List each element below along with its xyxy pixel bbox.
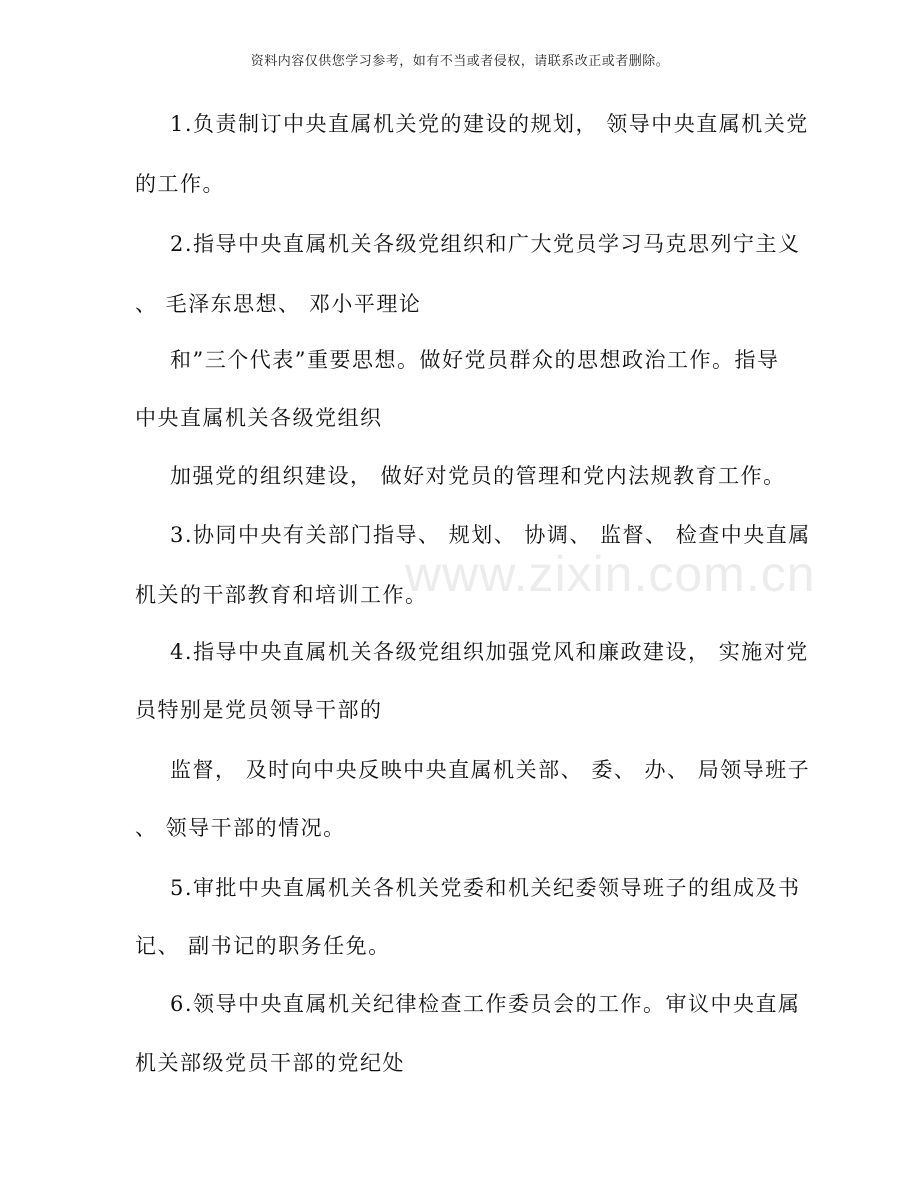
paragraph-3-line-1: 和”三个代表”重要思想。做好党员群众的思想政治工作。指导	[170, 348, 780, 372]
paragraph-1-line-1: 1.负责制订中央直属机关党的建设的规划， 领导中央直属机关党	[170, 112, 809, 136]
watermark: www.zixin.com.cn	[405, 546, 816, 602]
paragraph-9-line-1: 6.领导中央直属机关纪律检查工作委员会的工作。审议中央直属	[170, 992, 801, 1016]
paragraph-1-line-2: 的工作。	[135, 172, 225, 196]
paragraph-7-line-1: 监督， 及时向中央反映中央直属机关部、 委、 办、 局领导班子	[170, 758, 811, 782]
paragraph-4-line-1: 加强党的组织建设， 做好对党员的管理和党内法规教育工作。	[170, 464, 786, 488]
paragraph-2-line-1: 2.指导中央直属机关各级党组织和广大党员学习马克思列宁主义	[170, 232, 801, 256]
paragraph-2-line-2: 、 毛泽东思想、 邓小平理论	[135, 292, 422, 316]
paragraph-5-line-1: 3.协同中央有关部门指导、 规划、 协调、 监督、 检查中央直属	[170, 523, 811, 547]
paragraph-5-line-2: 机关的干部教育和培训工作。	[135, 583, 428, 607]
paragraph-8-line-2: 记、 副书记的职务任免。	[135, 934, 391, 958]
paragraph-6-line-1: 4.指导中央直属机关各级党组织加强党风和廉政建设， 实施对党	[170, 640, 809, 664]
paragraph-7-line-2: 、 领导干部的情况。	[135, 816, 346, 840]
paragraph-9-line-2: 机关部级党员干部的党纪处	[135, 1051, 405, 1075]
document-header-notice: 资料内容仅供您学习参考，如有不当或者侵权，请联系改正或者删除。	[250, 54, 670, 69]
paragraph-8-line-1: 5.审批中央直属机关各机关党委和机关纪委领导班子的组成及书	[170, 876, 801, 900]
paragraph-6-line-2: 员特别是党员领导干部的	[135, 698, 383, 722]
paragraph-3-line-2: 中央直属机关各级党组织	[135, 406, 383, 430]
